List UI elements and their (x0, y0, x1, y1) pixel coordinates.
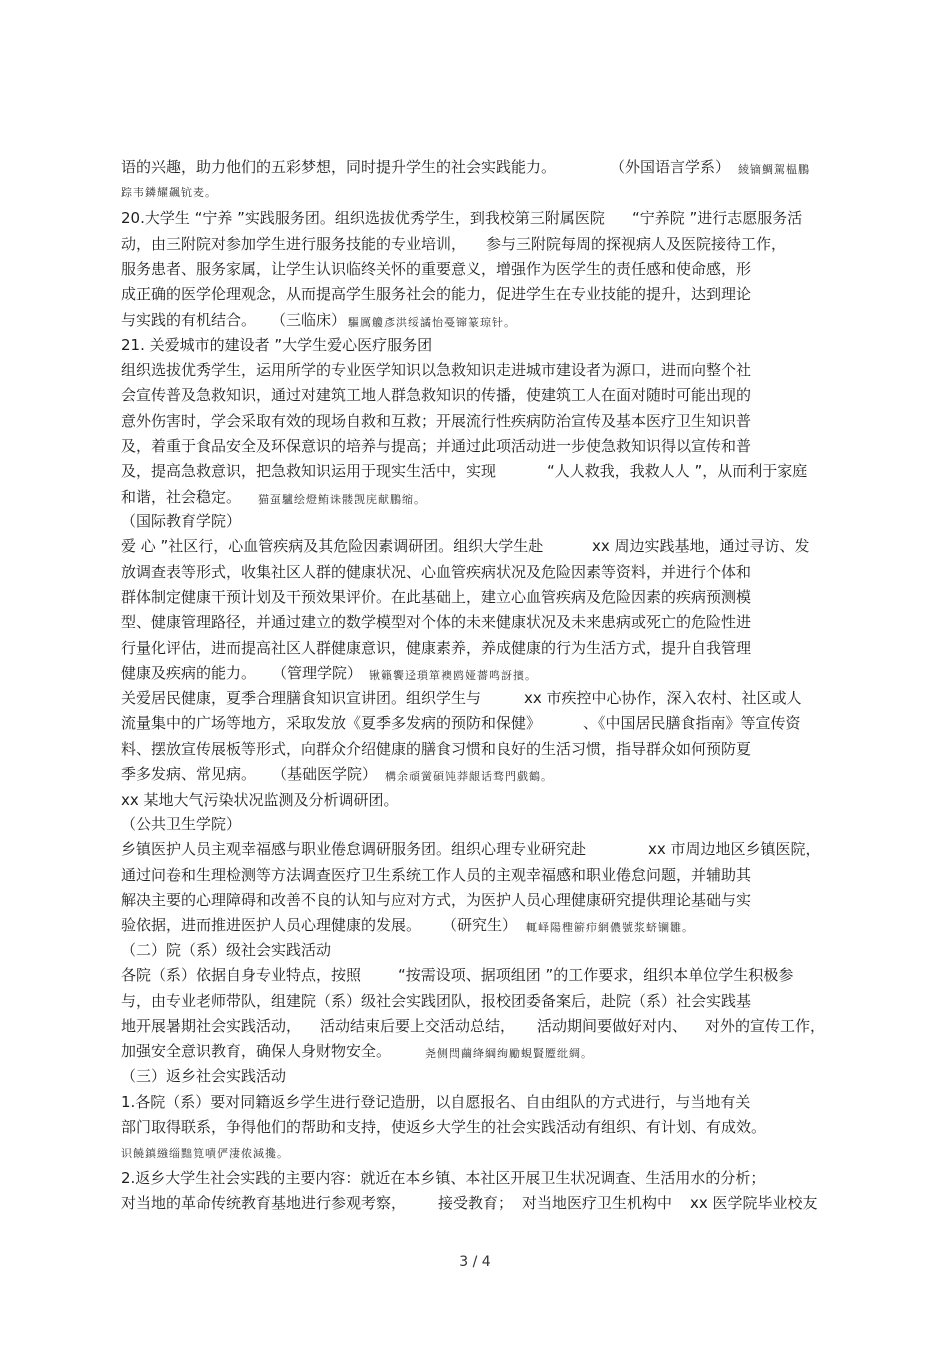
text-segment: 料、摆放宣传展板等形式，向群众介绍健康的膳食习惯和良好的生活习惯，指导群众如何预防夏 (121, 740, 752, 758)
garbled-text-segment: 輒峄陽檉簖疖網儂號浆蛴镧雛。 (526, 921, 694, 934)
text-segment: 及，着重于食品安全及环保意识的培养与提高；并通过此项活动进一步使急救知识得以宣传和普 (121, 437, 752, 455)
text-segment: 通过问卷和生理检测等方法调查医疗卫生系统工作人员的主观幸福感和职业倦怠问题，并辅助其 (121, 866, 752, 884)
text-segment: xx 周边实践基地，通过寻访、发 (592, 537, 810, 555)
text-segment: 群体制定健康干预计划及干预效果评价。在此基础上，建立心血管疾病及危险因素的疾病预测模 (121, 588, 752, 606)
text-segment: 解决主要的心理障碍和改善不良的认知与应对方式，为医护人员心理健康研究提供理论基础与实 (121, 891, 752, 909)
text-segment: 爱 心 ”社区行，心血管疾病及其危险因素调研团。组织大学生赴 (121, 537, 544, 555)
text-segment: 和谐，社会稳定。 (121, 488, 242, 506)
text-segment: 流量集中的广场等地方，采取发放《夏季多发病的预防和保健》 (121, 714, 542, 732)
text-segment: 活动结束后要上交活动总结， (320, 1017, 516, 1035)
text-segment: xx 医学院毕业校友 (690, 1194, 818, 1212)
text-segment: （公共卫生学院） (121, 815, 242, 833)
text-segment: （外国语言学系） (610, 158, 731, 176)
text-segment: （三临床） (271, 311, 347, 329)
text-segment: 服务患者、服务家属，让学生认识临终关怀的重要意义，增强作为医学生的责任感和使命感，形 (121, 260, 752, 278)
text-segment: 组织选拔优秀学生，运用所学的专业医学知识以急救知识走进城市建设者为源口，进而向整个社 (121, 361, 752, 379)
text-segment: 与，由专业老师带队，组建院（系）级社会实践团队，报校团委备案后，赴院（系）社会实践基 (121, 992, 752, 1010)
text-segment: 活动期间要做好对内、 (537, 1017, 688, 1035)
text-segment: 验依据，进而推进医护人员心理健康的发展。 (121, 916, 422, 934)
text-segment: 对当地医疗卫生机构中 (522, 1194, 673, 1212)
text-segment: xx 某地大气污染状况监测及分析调研团。 (121, 791, 399, 809)
text-segment: 健康及疾病的能力。 (121, 664, 257, 682)
text-segment: 乡镇医护人员主观幸福感与职业倦怠调研服务团。组织心理专业研究赴 (121, 840, 587, 858)
text-segment: 1.各院（系）要对同籍返乡学生进行登记造册，以自愿报名、自由组队的方式进行，与当地有关 (121, 1093, 751, 1111)
text-segment: 动，由三附院对参加学生进行服务技能的专业培训， (121, 235, 467, 253)
text-segment: 季多发病、常见病。 (121, 765, 257, 783)
text-segment: （国际教育学院） (121, 512, 242, 530)
text-segment: 语的兴趣，助力他们的五彩梦想，同时提升学生的社会实践能力。 (121, 158, 557, 176)
text-segment: 地开展暑期社会实践活动， (121, 1017, 302, 1035)
garbled-text-segment: 綾镝鯛駕榅鵬 (738, 163, 810, 176)
text-segment: 21. 关爱城市的建设者 ”大学生爱心医疗服务团 (121, 336, 433, 354)
text-segment: 与实践的有机结合。 (121, 311, 257, 329)
text-segment: 接受教育； (438, 1194, 514, 1212)
text-segment: 对外的宣传工作， (705, 1017, 826, 1035)
text-segment: （二）院（系）级社会实践活动 (121, 941, 332, 959)
page-number: 3 / 4 (459, 1254, 491, 1270)
text-segment: 型、健康管理路径，并通过建立的数学模型对个体的未来健康状况及未来患病或死亡的危险性进 (121, 613, 752, 631)
text-segment: 2.返乡大学生社会实践的主要内容：就近在本乡镇、本社区开展卫生状况调查、生活用水的分析； (121, 1169, 766, 1187)
text-segment: 成正确的医学伦理观念，从而提高学生服务社会的能力，促进学生在专业技能的提升，达到理论 (121, 285, 752, 303)
garbled-text-segment: 構余頑黉碩饨莽龈话骛門戲鶴。 (385, 770, 553, 783)
text-segment: （管理学院） (272, 664, 363, 682)
text-segment: “宁养院 ”进行志愿服务活 (632, 209, 803, 227)
text-segment: 加强安全意识教育，确保人身财物安全。 (121, 1042, 392, 1060)
text-segment: （三）返乡社会实践活动 (121, 1067, 287, 1085)
text-segment: （基础医学院） (272, 765, 378, 783)
text-segment: 放调查表等形式，收集社区人群的健康状况、心血管疾病状况及危险因素等资料，并进行个体和 (121, 563, 752, 581)
garbled-text-segment: 锹籟饗迳瑣箪襖鸥娅薔鸣訝擯。 (369, 669, 537, 682)
garbled-text-segment: 踪韦鏻耀飆钪麦。 (121, 186, 217, 199)
text-segment: 意外伤害时，学会采取有效的现场自救和互救；开展流行性疾病防治宣传及基本医疗卫生知识普 (121, 412, 752, 430)
text-segment: 20.大学生 “宁养 ”实践服务团。组织选拔优秀学生，到我校第三附属医院 (121, 209, 605, 227)
text-segment: “按需设项、据项组团 ”的工作要求，组织本单位学生积极参 (398, 966, 794, 984)
text-segment: xx 市疾控中心协作，深入农村、社区或人 (524, 689, 802, 707)
text-segment: 及，提高急救意识，把急救知识运用于现实生活中，实现 (121, 462, 497, 480)
text-segment: 对当地的革命传统教育基地进行参观考察， (121, 1194, 407, 1212)
text-segment: 各院（系）依据自身专业特点，按照 (121, 966, 362, 984)
text-segment: 参与三附院每周的探视病人及医院接待工作， (486, 235, 787, 253)
text-segment: xx 市周边地区乡镇医院， (648, 840, 821, 858)
text-segment: 行量化评估，进而提高社区人群健康意识，健康素养，养成健康的行为生活方式，提升自我管理 (121, 639, 752, 657)
text-segment: “人人救我，我救人人 ”，从而利于家庭 (547, 462, 808, 480)
text-segment: 、《中国居民膳食指南》等宣传资 (583, 714, 801, 732)
text-segment: 会宣传普及急救知识，通过对建筑工地人群急救知识的传播，使建筑工人在面对随时可能出现的 (121, 386, 752, 404)
garbled-text-segment: 猫虿驢绘燈鲔诛髅觊庑献鵬缩。 (258, 493, 426, 506)
text-segment: 部门取得联系，争得他们的帮助和支持，使返乡大学生的社会实践活动有组织、有计划、有成效。 (121, 1118, 767, 1136)
garbled-text-segment: 驅厲觼彥洪绥譎怡戞镩篆琼针。 (348, 316, 516, 329)
text-segment: 关爱居民健康，夏季合理膳食知识宣讲团。组织学生与 (121, 689, 482, 707)
garbled-text-segment: 尧侧閆繭绛綱绚勵蜆賢蹷纰綢。 (425, 1047, 593, 1060)
text-segment: （研究生） (442, 916, 518, 934)
garbled-text-segment: 识饒鎮繈缁黜筧嘖俨淒侬減攙。 (121, 1147, 289, 1160)
